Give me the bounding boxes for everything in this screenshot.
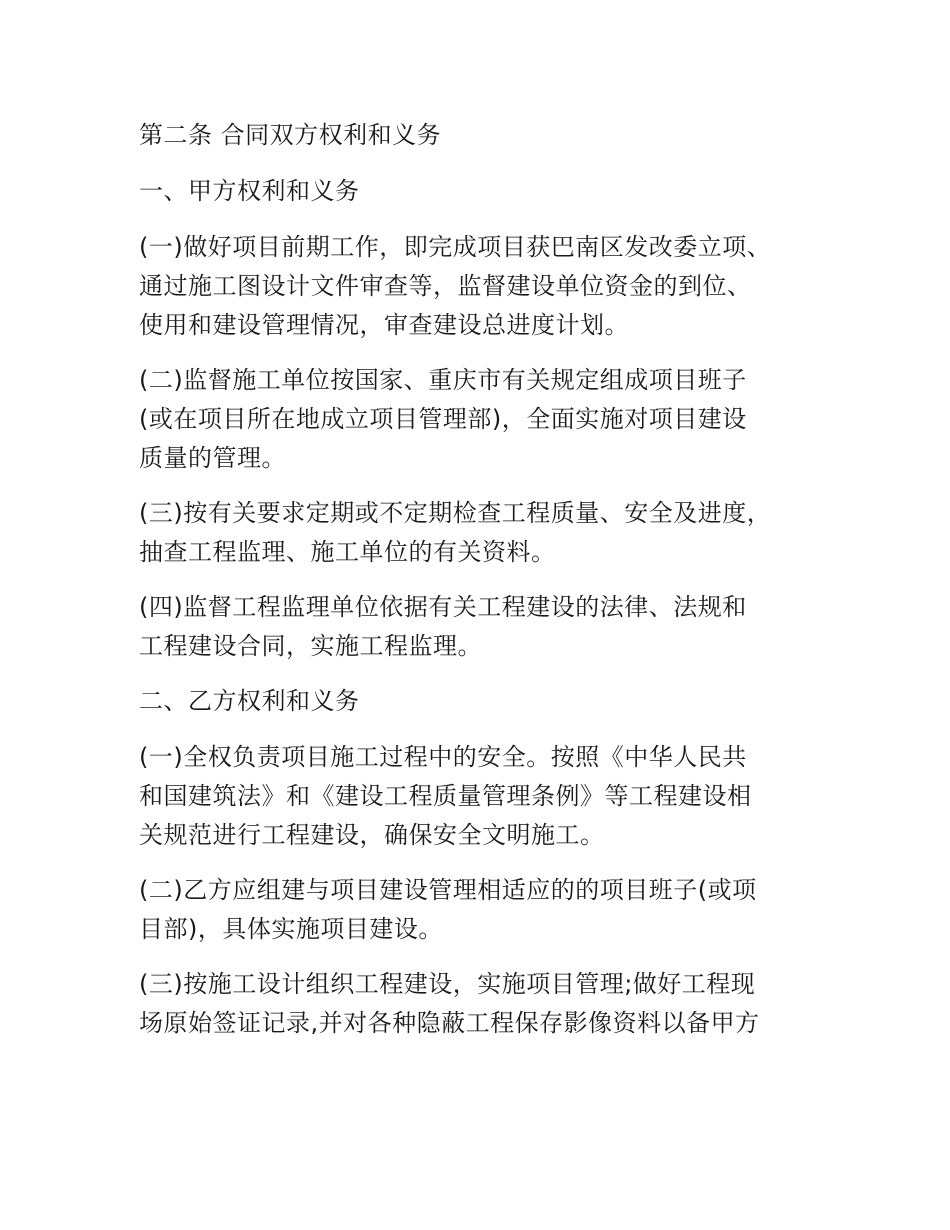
paragraph-line: 目部)，具体实施项目建设。 xyxy=(139,915,443,943)
paragraph-line: 和国建筑法》和《建设工程质量管理条例》等工程建设相 xyxy=(139,782,752,810)
section-heading-text: 二、乙方权利和义务 xyxy=(139,687,360,715)
paragraph-line: 使用和建设管理情况，审查建设总进度计划。 xyxy=(139,311,629,339)
paragraph-line: (一)全权负责项目施工过程中的安全。按照《中华人民共 xyxy=(139,743,747,771)
paragraph-line: (三)按施工设计组织工程建设，实施项目管理;做好工程现 xyxy=(139,970,756,998)
party-a-item-2 xyxy=(139,361,811,478)
section-heading-party-a xyxy=(139,172,811,211)
document-body xyxy=(139,116,811,1059)
paragraph-line: (或在项目所在地成立项目管理部)，全面实施对项目建设 xyxy=(139,405,747,433)
paragraph-line: (二)乙方应组建与项目建设管理相适应的的项目班子(或项 xyxy=(139,876,757,904)
paragraph-line: 抽查工程监理、施工单位的有关资料。 xyxy=(139,538,556,566)
party-a-item-1 xyxy=(139,228,811,345)
party-a-item-4 xyxy=(139,588,811,666)
paragraph-line: (二)监督施工单位按国家、重庆市有关规定组成项目班子 xyxy=(139,366,747,394)
section-heading-text: 一、甲方权利和义务 xyxy=(139,177,360,205)
paragraph-line: (三)按有关要求定期或不定期检查工程质量、安全及进度， xyxy=(139,499,772,527)
article-title xyxy=(139,116,811,155)
paragraph-line: (一)做好项目前期工作，即完成项目获巴南区发改委立项、 xyxy=(139,233,772,261)
paragraph-line: 场原始签证记录,并对各种隐蔽工程保存影像资料以备甲方 xyxy=(139,1009,760,1037)
party-b-item-1 xyxy=(139,738,811,855)
paragraph-line: 关规范进行工程建设，确保安全文明施工。 xyxy=(139,821,605,849)
party-b-item-2 xyxy=(139,871,811,949)
article-title-text: 第二条 合同双方权利和义务 xyxy=(139,121,442,149)
paragraph-line: 质量的管理。 xyxy=(139,444,286,472)
paragraph-line: 通过施工图设计文件审查等，监督建设单位资金的到位、 xyxy=(139,272,752,300)
section-heading-party-b xyxy=(139,682,811,721)
party-b-item-3 xyxy=(139,965,811,1043)
paragraph-line: 工程建设合同，实施工程监理。 xyxy=(139,632,482,660)
paragraph-line: (四)监督工程监理单位依据有关工程建设的法律、法规和 xyxy=(139,593,747,621)
party-a-item-3 xyxy=(139,494,811,572)
